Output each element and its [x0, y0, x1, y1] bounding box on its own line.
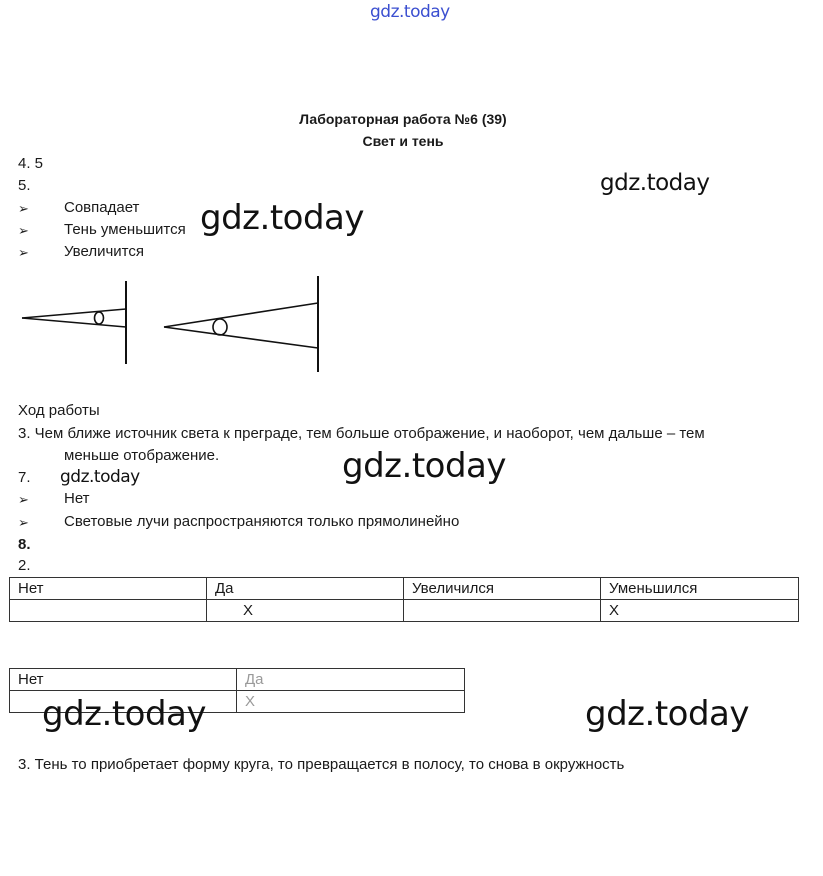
diagram-small-cone: [22, 281, 126, 364]
table-cell: [10, 600, 207, 622]
bullet-icon: ➢: [18, 223, 29, 238]
table-header-cell: Нет: [10, 669, 237, 691]
page-title: Лабораторная работа №6 (39): [299, 111, 507, 127]
watermark: gdz.today: [600, 170, 710, 196]
results-table-1: [9, 577, 799, 622]
q5-item-2: Тень уменьшится: [64, 221, 186, 238]
bullet-icon: ➢: [18, 245, 29, 260]
page-subtitle: Свет и тень: [362, 133, 444, 149]
answer-q5: 5.: [18, 177, 31, 194]
q7-item-2: Световые лучи распространяются только прямолинейно: [64, 513, 460, 530]
q3-answer-line-2: меньше отображение.: [64, 447, 220, 464]
table-header-cell: Нет: [10, 578, 207, 600]
q7-item-1: Нет: [64, 490, 90, 507]
table-row: [10, 600, 799, 622]
answer-q8: 8.: [18, 536, 31, 553]
watermark: gdz.today: [42, 694, 206, 734]
final-answer: 3. Тень то приобретает форму круга, то превращается в полосу, то снова в окружность: [18, 756, 625, 773]
answer-q4: 4. 5: [18, 155, 44, 172]
watermark: gdz.today: [60, 467, 140, 487]
diagram-large-cone: [164, 276, 318, 372]
bullet-icon: ➢: [18, 515, 29, 530]
table-header-cell: Уменьшился: [601, 578, 799, 600]
table-cell: Х: [207, 600, 404, 622]
watermark: gdz.today: [342, 446, 506, 486]
q5-item-3: Увеличится: [64, 243, 144, 260]
q5-item-1: Совпадает: [64, 199, 140, 216]
table-cell: [404, 600, 601, 622]
answer-q7: 7.: [18, 469, 31, 486]
q3-answer-line-1: 3. Чем ближе источник света к преграде, тем больше отображение, и наоборот, чем дальше – тем: [18, 425, 705, 442]
answer-q8-sub: 2.: [18, 557, 31, 574]
table-header-row: [10, 578, 799, 600]
table-cell: Х: [601, 600, 799, 622]
progress-heading: Ход работы: [18, 402, 100, 419]
table-header-cell: Да: [237, 669, 465, 691]
table-header-row: [10, 669, 465, 691]
watermark-top: gdz.today: [370, 2, 450, 22]
table-header-cell: Да: [207, 578, 404, 600]
table-cell: Х: [237, 691, 465, 713]
watermark: gdz.today: [200, 198, 364, 238]
bullet-icon: ➢: [18, 492, 29, 507]
table-header-cell: Увеличился: [404, 578, 601, 600]
bullet-icon: ➢: [18, 201, 29, 216]
watermark: gdz.today: [585, 694, 749, 734]
